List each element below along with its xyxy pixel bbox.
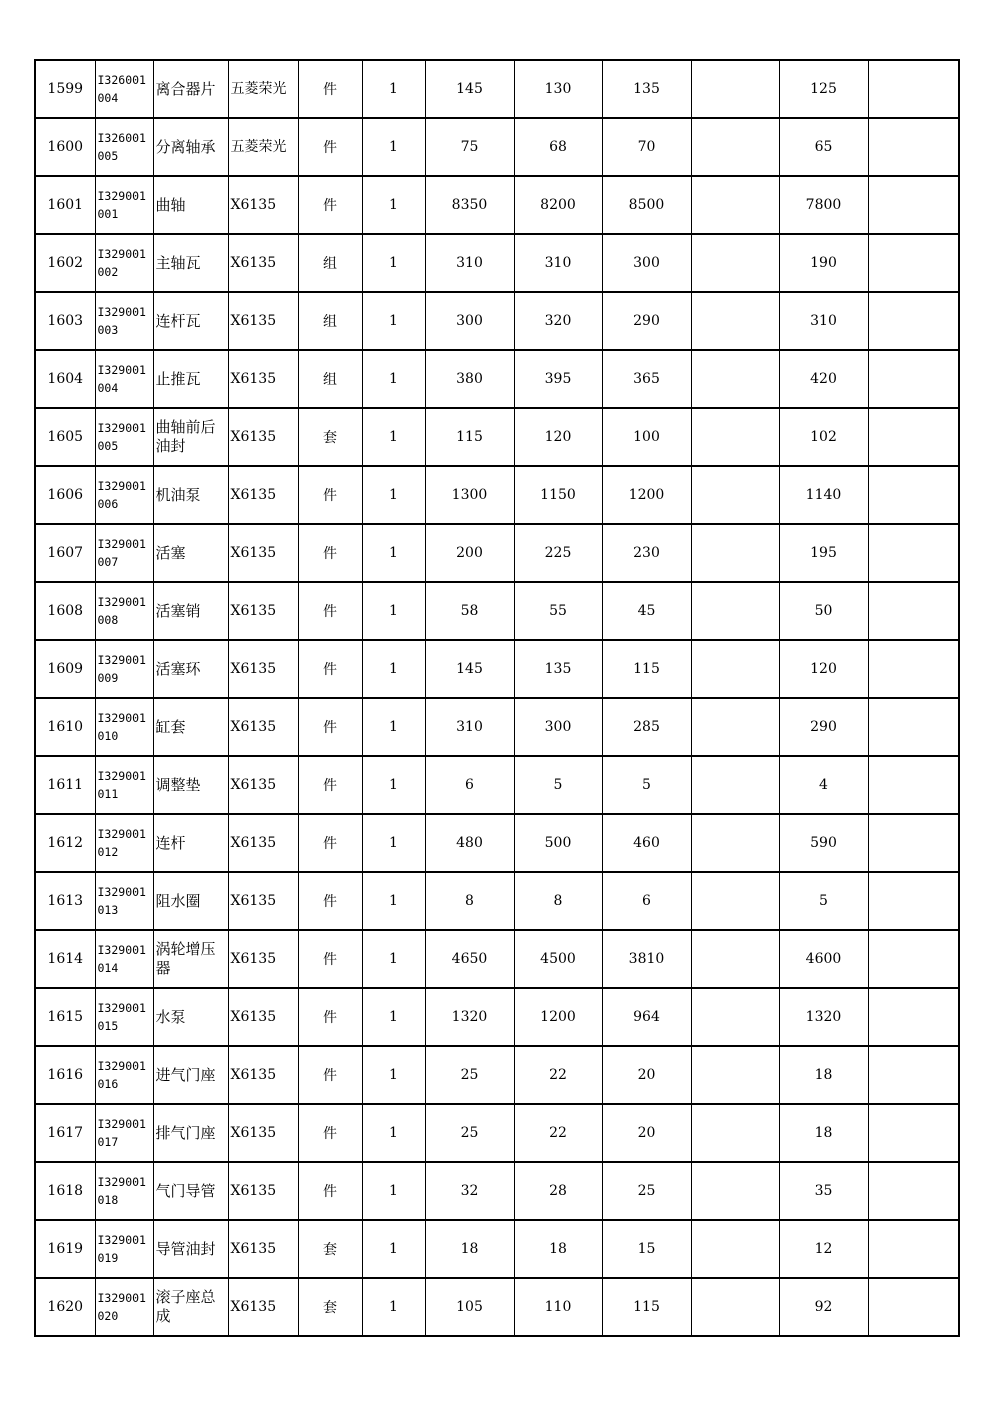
- quantity-cell: 1: [362, 234, 425, 292]
- price-col-4: [691, 176, 779, 234]
- price-col-4: [691, 60, 779, 118]
- price-col-4: [691, 292, 779, 350]
- part-code: I329001016: [95, 1046, 153, 1104]
- part-model: X6135: [228, 872, 298, 930]
- quantity-cell: 1: [362, 872, 425, 930]
- price-col-4: [691, 1162, 779, 1220]
- price-col-3: 460: [602, 814, 691, 872]
- part-model: X6135: [228, 234, 298, 292]
- row-number: 1600: [35, 118, 95, 176]
- remark-cell: [868, 1046, 959, 1104]
- unit-cell: 件: [298, 466, 362, 524]
- price-col-1: 310: [425, 698, 514, 756]
- remark-cell: [868, 234, 959, 292]
- price-col-3: 45: [602, 582, 691, 640]
- part-name: 分离轴承: [153, 118, 228, 176]
- table-row: [35, 176, 959, 234]
- table-row: [35, 524, 959, 582]
- price-col-4: [691, 988, 779, 1046]
- remark-cell: [868, 640, 959, 698]
- part-model: X6135: [228, 930, 298, 988]
- price-col-4: [691, 582, 779, 640]
- table-row: [35, 408, 959, 466]
- price-col-4: [691, 1104, 779, 1162]
- part-model: X6135: [228, 350, 298, 408]
- unit-cell: 套: [298, 408, 362, 466]
- part-code: I329001019: [95, 1220, 153, 1278]
- part-model: X6135: [228, 640, 298, 698]
- price-col-5: 35: [779, 1162, 868, 1220]
- price-col-4: [691, 350, 779, 408]
- price-col-2: 110: [514, 1278, 602, 1336]
- price-col-5: 120: [779, 640, 868, 698]
- row-number: 1614: [35, 930, 95, 988]
- part-name: 阻水圈: [153, 872, 228, 930]
- part-model: X6135: [228, 1104, 298, 1162]
- unit-cell: 套: [298, 1220, 362, 1278]
- price-col-2: 18: [514, 1220, 602, 1278]
- price-col-4: [691, 1046, 779, 1104]
- price-col-4: [691, 756, 779, 814]
- price-col-4: [691, 408, 779, 466]
- quantity-cell: 1: [362, 292, 425, 350]
- quantity-cell: 1: [362, 1220, 425, 1278]
- part-model: X6135: [228, 582, 298, 640]
- remark-cell: [868, 698, 959, 756]
- part-code: I329001005: [95, 408, 153, 466]
- price-col-1: 380: [425, 350, 514, 408]
- price-col-1: 300: [425, 292, 514, 350]
- part-code: I329001013: [95, 872, 153, 930]
- unit-cell: 件: [298, 872, 362, 930]
- unit-cell: 件: [298, 176, 362, 234]
- price-col-5: 1320: [779, 988, 868, 1046]
- price-col-4: [691, 1220, 779, 1278]
- price-col-1: 18: [425, 1220, 514, 1278]
- row-number: 1616: [35, 1046, 95, 1104]
- part-model: X6135: [228, 524, 298, 582]
- unit-cell: 件: [298, 60, 362, 118]
- remark-cell: [868, 292, 959, 350]
- price-col-3: 100: [602, 408, 691, 466]
- table-row: [35, 1046, 959, 1104]
- price-col-2: 8200: [514, 176, 602, 234]
- price-col-3: 70: [602, 118, 691, 176]
- price-col-5: 7800: [779, 176, 868, 234]
- price-col-2: 22: [514, 1104, 602, 1162]
- part-name: 涡轮增压器: [153, 930, 228, 988]
- quantity-cell: 1: [362, 60, 425, 118]
- price-col-3: 290: [602, 292, 691, 350]
- unit-cell: 件: [298, 698, 362, 756]
- quantity-cell: 1: [362, 1162, 425, 1220]
- part-code: I329001014: [95, 930, 153, 988]
- table-row: [35, 814, 959, 872]
- quantity-cell: 1: [362, 176, 425, 234]
- price-col-5: 420: [779, 350, 868, 408]
- price-col-2: 120: [514, 408, 602, 466]
- row-number: 1615: [35, 988, 95, 1046]
- part-model: X6135: [228, 988, 298, 1046]
- unit-cell: 件: [298, 524, 362, 582]
- unit-cell: 件: [298, 756, 362, 814]
- price-col-1: 8350: [425, 176, 514, 234]
- remark-cell: [868, 350, 959, 408]
- quantity-cell: 1: [362, 118, 425, 176]
- price-col-5: 18: [779, 1046, 868, 1104]
- price-col-2: 395: [514, 350, 602, 408]
- part-model: 五菱荣光: [228, 118, 298, 176]
- part-name: 连杆: [153, 814, 228, 872]
- price-col-2: 300: [514, 698, 602, 756]
- part-model: X6135: [228, 466, 298, 524]
- remark-cell: [868, 930, 959, 988]
- quantity-cell: 1: [362, 1046, 425, 1104]
- price-col-2: 135: [514, 640, 602, 698]
- part-name: 排气门座: [153, 1104, 228, 1162]
- quantity-cell: 1: [362, 698, 425, 756]
- price-col-2: 130: [514, 60, 602, 118]
- part-name: 缸套: [153, 698, 228, 756]
- row-number: 1618: [35, 1162, 95, 1220]
- row-number: 1611: [35, 756, 95, 814]
- table-body: [35, 60, 959, 1336]
- row-number: 1617: [35, 1104, 95, 1162]
- row-number: 1599: [35, 60, 95, 118]
- table-row: [35, 1278, 959, 1336]
- quantity-cell: 1: [362, 582, 425, 640]
- part-code: I326001005: [95, 118, 153, 176]
- row-number: 1609: [35, 640, 95, 698]
- unit-cell: 件: [298, 118, 362, 176]
- price-col-2: 1150: [514, 466, 602, 524]
- quantity-cell: 1: [362, 640, 425, 698]
- price-col-2: 4500: [514, 930, 602, 988]
- part-code: I329001010: [95, 698, 153, 756]
- row-number: 1613: [35, 872, 95, 930]
- remark-cell: [868, 1220, 959, 1278]
- price-col-3: 115: [602, 1278, 691, 1336]
- remark-cell: [868, 582, 959, 640]
- quantity-cell: 1: [362, 466, 425, 524]
- price-col-1: 1320: [425, 988, 514, 1046]
- price-col-1: 25: [425, 1046, 514, 1104]
- price-col-2: 28: [514, 1162, 602, 1220]
- price-col-3: 135: [602, 60, 691, 118]
- remark-cell: [868, 176, 959, 234]
- price-col-2: 5: [514, 756, 602, 814]
- price-col-5: 65: [779, 118, 868, 176]
- table-row: [35, 756, 959, 814]
- price-col-2: 8: [514, 872, 602, 930]
- price-col-5: 290: [779, 698, 868, 756]
- quantity-cell: 1: [362, 988, 425, 1046]
- remark-cell: [868, 60, 959, 118]
- price-col-2: 55: [514, 582, 602, 640]
- row-number: 1610: [35, 698, 95, 756]
- price-col-4: [691, 930, 779, 988]
- price-col-1: 75: [425, 118, 514, 176]
- table-row: [35, 640, 959, 698]
- table-row: [35, 1104, 959, 1162]
- price-col-1: 115: [425, 408, 514, 466]
- price-col-2: 68: [514, 118, 602, 176]
- price-col-1: 4650: [425, 930, 514, 988]
- remark-cell: [868, 524, 959, 582]
- part-model: X6135: [228, 756, 298, 814]
- price-col-2: 320: [514, 292, 602, 350]
- price-col-4: [691, 234, 779, 292]
- price-col-3: 20: [602, 1046, 691, 1104]
- price-col-2: 500: [514, 814, 602, 872]
- price-col-2: 310: [514, 234, 602, 292]
- price-col-2: 225: [514, 524, 602, 582]
- part-name: 调整垫: [153, 756, 228, 814]
- price-col-4: [691, 698, 779, 756]
- price-col-5: 92: [779, 1278, 868, 1336]
- part-model: X6135: [228, 292, 298, 350]
- unit-cell: 件: [298, 988, 362, 1046]
- row-number: 1601: [35, 176, 95, 234]
- price-col-3: 8500: [602, 176, 691, 234]
- table-row: [35, 234, 959, 292]
- price-col-3: 964: [602, 988, 691, 1046]
- part-code: I329001012: [95, 814, 153, 872]
- table-row: [35, 292, 959, 350]
- part-code: I329001008: [95, 582, 153, 640]
- part-model: X6135: [228, 814, 298, 872]
- price-col-3: 15: [602, 1220, 691, 1278]
- price-col-5: 4: [779, 756, 868, 814]
- price-col-5: 102: [779, 408, 868, 466]
- part-code: I329001017: [95, 1104, 153, 1162]
- part-model: X6135: [228, 1220, 298, 1278]
- price-col-3: 6: [602, 872, 691, 930]
- table-row: [35, 1162, 959, 1220]
- part-name: 机油泵: [153, 466, 228, 524]
- price-col-1: 25: [425, 1104, 514, 1162]
- price-col-4: [691, 466, 779, 524]
- unit-cell: 套: [298, 1278, 362, 1336]
- price-col-5: 590: [779, 814, 868, 872]
- remark-cell: [868, 118, 959, 176]
- part-code: I329001001: [95, 176, 153, 234]
- part-name: 滚子座总成: [153, 1278, 228, 1336]
- unit-cell: 件: [298, 930, 362, 988]
- price-col-5: 50: [779, 582, 868, 640]
- quantity-cell: 1: [362, 756, 425, 814]
- row-number: 1603: [35, 292, 95, 350]
- part-model: 五菱荣光: [228, 60, 298, 118]
- price-col-1: 8: [425, 872, 514, 930]
- part-name: 曲轴前后油封: [153, 408, 228, 466]
- part-code: I329001006: [95, 466, 153, 524]
- price-col-3: 1200: [602, 466, 691, 524]
- quantity-cell: 1: [362, 930, 425, 988]
- quantity-cell: 1: [362, 524, 425, 582]
- price-col-3: 25: [602, 1162, 691, 1220]
- price-col-1: 1300: [425, 466, 514, 524]
- price-col-1: 105: [425, 1278, 514, 1336]
- price-col-5: 190: [779, 234, 868, 292]
- quantity-cell: 1: [362, 408, 425, 466]
- part-code: I329001011: [95, 756, 153, 814]
- row-number: 1608: [35, 582, 95, 640]
- price-col-5: 125: [779, 60, 868, 118]
- quantity-cell: 1: [362, 350, 425, 408]
- price-col-1: 200: [425, 524, 514, 582]
- part-model: X6135: [228, 1046, 298, 1104]
- price-col-1: 145: [425, 640, 514, 698]
- part-model: X6135: [228, 408, 298, 466]
- price-col-3: 3810: [602, 930, 691, 988]
- price-col-3: 365: [602, 350, 691, 408]
- quantity-cell: 1: [362, 814, 425, 872]
- price-col-3: 230: [602, 524, 691, 582]
- part-model: X6135: [228, 698, 298, 756]
- price-col-2: 1200: [514, 988, 602, 1046]
- price-col-5: 1140: [779, 466, 868, 524]
- table-row: [35, 582, 959, 640]
- part-name: 离合器片: [153, 60, 228, 118]
- row-number: 1605: [35, 408, 95, 466]
- price-col-5: 310: [779, 292, 868, 350]
- remark-cell: [868, 1104, 959, 1162]
- price-col-3: 300: [602, 234, 691, 292]
- table-row: [35, 466, 959, 524]
- price-col-5: 195: [779, 524, 868, 582]
- part-name: 进气门座: [153, 1046, 228, 1104]
- part-name: 水泵: [153, 988, 228, 1046]
- price-col-5: 18: [779, 1104, 868, 1162]
- remark-cell: [868, 988, 959, 1046]
- price-col-4: [691, 524, 779, 582]
- price-col-3: 285: [602, 698, 691, 756]
- price-col-3: 20: [602, 1104, 691, 1162]
- part-model: X6135: [228, 176, 298, 234]
- table-row: [35, 698, 959, 756]
- row-number: 1602: [35, 234, 95, 292]
- price-col-5: 12: [779, 1220, 868, 1278]
- part-code: I329001015: [95, 988, 153, 1046]
- part-model: X6135: [228, 1278, 298, 1336]
- part-code: I329001002: [95, 234, 153, 292]
- price-col-5: 5: [779, 872, 868, 930]
- row-number: 1604: [35, 350, 95, 408]
- price-col-1: 145: [425, 60, 514, 118]
- unit-cell: 件: [298, 582, 362, 640]
- unit-cell: 件: [298, 640, 362, 698]
- unit-cell: 件: [298, 1162, 362, 1220]
- table-row: [35, 350, 959, 408]
- remark-cell: [868, 814, 959, 872]
- quantity-cell: 1: [362, 1278, 425, 1336]
- part-code: I326001004: [95, 60, 153, 118]
- table-row: [35, 118, 959, 176]
- part-name: 活塞: [153, 524, 228, 582]
- quantity-cell: 1: [362, 1104, 425, 1162]
- price-col-4: [691, 872, 779, 930]
- remark-cell: [868, 872, 959, 930]
- part-code: I329001009: [95, 640, 153, 698]
- part-code: I329001004: [95, 350, 153, 408]
- price-col-4: [691, 118, 779, 176]
- price-col-1: 32: [425, 1162, 514, 1220]
- price-col-3: 115: [602, 640, 691, 698]
- unit-cell: 组: [298, 292, 362, 350]
- row-number: 1607: [35, 524, 95, 582]
- part-name: 活塞环: [153, 640, 228, 698]
- remark-cell: [868, 466, 959, 524]
- table-row: [35, 872, 959, 930]
- row-number: 1619: [35, 1220, 95, 1278]
- price-col-1: 58: [425, 582, 514, 640]
- row-number: 1612: [35, 814, 95, 872]
- remark-cell: [868, 408, 959, 466]
- remark-cell: [868, 1278, 959, 1336]
- unit-cell: 件: [298, 814, 362, 872]
- part-name: 气门导管: [153, 1162, 228, 1220]
- table-row: [35, 60, 959, 118]
- price-col-2: 22: [514, 1046, 602, 1104]
- price-col-4: [691, 1278, 779, 1336]
- part-model: X6135: [228, 1162, 298, 1220]
- part-name: 主轴瓦: [153, 234, 228, 292]
- price-col-1: 480: [425, 814, 514, 872]
- unit-cell: 组: [298, 350, 362, 408]
- remark-cell: [868, 1162, 959, 1220]
- price-col-4: [691, 640, 779, 698]
- part-code: I329001007: [95, 524, 153, 582]
- price-col-5: 4600: [779, 930, 868, 988]
- table-row: [35, 930, 959, 988]
- row-number: 1606: [35, 466, 95, 524]
- unit-cell: 件: [298, 1104, 362, 1162]
- part-name: 曲轴: [153, 176, 228, 234]
- part-code: I329001003: [95, 292, 153, 350]
- table-row: [35, 1220, 959, 1278]
- price-col-4: [691, 814, 779, 872]
- price-col-3: 5: [602, 756, 691, 814]
- part-name: 连杆瓦: [153, 292, 228, 350]
- parts-price-table: [34, 59, 960, 1337]
- part-code: I329001018: [95, 1162, 153, 1220]
- price-col-1: 6: [425, 756, 514, 814]
- unit-cell: 组: [298, 234, 362, 292]
- part-name: 导管油封: [153, 1220, 228, 1278]
- price-col-1: 310: [425, 234, 514, 292]
- remark-cell: [868, 756, 959, 814]
- table-row: [35, 988, 959, 1046]
- row-number: 1620: [35, 1278, 95, 1336]
- part-name: 活塞销: [153, 582, 228, 640]
- part-name: 止推瓦: [153, 350, 228, 408]
- unit-cell: 件: [298, 1046, 362, 1104]
- part-code: I329001020: [95, 1278, 153, 1336]
